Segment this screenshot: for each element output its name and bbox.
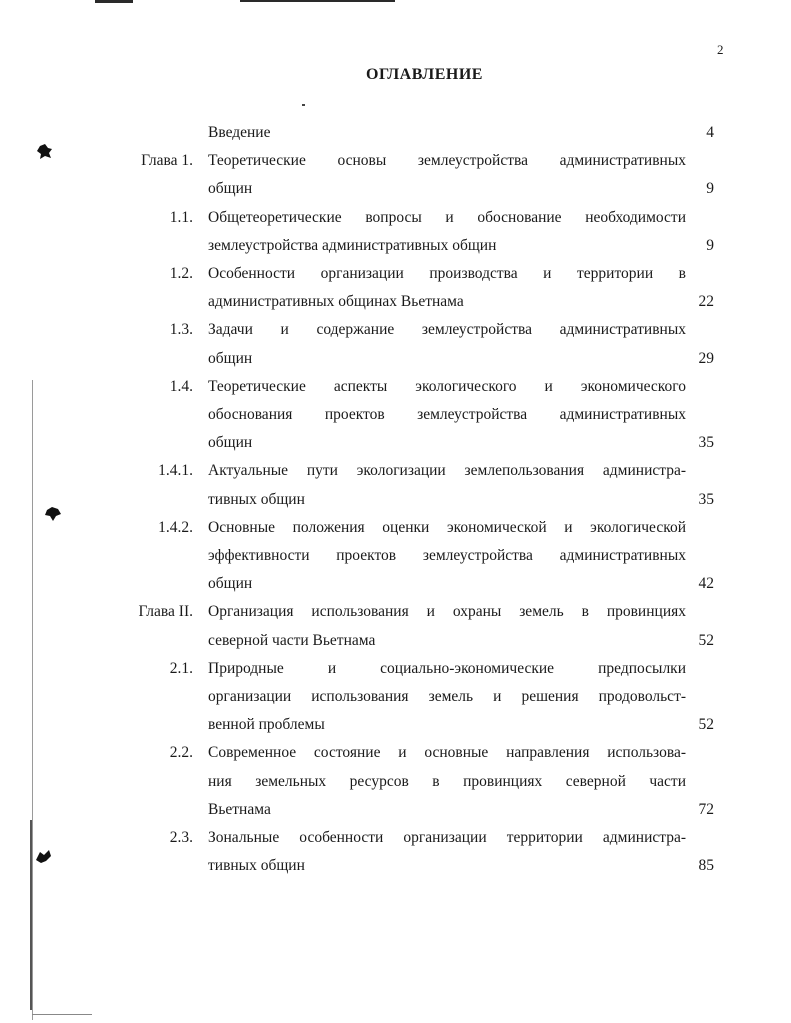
toc-entry-title-line: землеустройства административных общин (208, 236, 497, 254)
toc-entry-title-line: Актуальные пути экологизации землепользования администра- (208, 462, 686, 480)
toc-entry-page: 72 (698, 800, 714, 818)
toc-entry-number: 1.3. (169, 321, 193, 339)
scan-margin-line (32, 1014, 92, 1015)
toc-entry-page: 35 (698, 434, 714, 452)
toc-entry-title-line: северной части Вьетнама (208, 631, 376, 649)
toc-entry-title-line: Вьетнама (208, 800, 271, 818)
toc-entry-page: 42 (698, 575, 714, 593)
toc-entry-title-line: Общетеоретические вопросы и обоснование необходимости (208, 208, 686, 226)
toc-entry-page: 52 (698, 631, 714, 649)
toc-entry-title-line: обоснования проектов землеустройства административных (208, 405, 686, 423)
toc-entry-page: 52 (698, 716, 714, 734)
toc-entry-title-line: тивных общин (208, 490, 305, 508)
toc-entry-page: 85 (698, 857, 714, 875)
toc-entry-title-line: венной проблемы (208, 716, 325, 734)
toc-entry-title-line: Особенности организации производства и территории в (208, 265, 686, 282)
toc-entry-title-line: Зональные особенности организации территории администра- (208, 829, 686, 846)
toc-entry-number: 1.2. (169, 265, 193, 282)
toc-entry-page: 22 (698, 293, 714, 311)
toc-entry-page: 9 (706, 180, 714, 198)
toc-entry-number: 2.2. (169, 744, 193, 762)
toc-entry-title-line: ния земельных ресурсов в провинциях северной части (208, 772, 686, 790)
toc-entry-title-line: Задачи и содержание землеустройства административных (208, 321, 686, 339)
toc-entry-title-line: Теоретические аспекты экологического и экономического (208, 377, 686, 395)
page-title (0, 66, 791, 84)
toc-entry-number: 2.3. (169, 829, 193, 846)
toc-entry-title-line: общин (208, 349, 253, 367)
toc-entry-title-line: Введение (208, 124, 271, 141)
toc-entry-title-line: общин (208, 575, 253, 593)
toc-entry-number: 1.4.2. (158, 518, 193, 536)
toc-entry-title-line: тивных общин (208, 857, 305, 875)
toc-entry-page: 29 (698, 349, 714, 367)
toc-entry-page: 4 (706, 124, 714, 141)
scan-edge-mark (95, 0, 133, 3)
toc-entry-title-line: организации использования земель и решения продовольст- (208, 687, 686, 705)
page-number: 2 (717, 42, 724, 57)
toc-entry-title-line: общин (208, 434, 253, 452)
toc-entry-title-line: Современное состояние и основные направления использова- (208, 744, 686, 762)
toc-entry-title-line: общин (208, 180, 253, 198)
toc-entry-number: Глава 1. (141, 152, 193, 170)
toc-entry-page: 35 (698, 490, 714, 508)
ink-blot (34, 848, 52, 866)
toc-entry-number: 1.1. (169, 208, 193, 226)
page-title-text: ОГЛАВЛЕНИЕ (366, 66, 483, 83)
toc-entry-title-line: Природные и социально-экономические предпосылки (208, 659, 686, 677)
toc-entry-number: Глава II. (138, 603, 193, 621)
ink-blot (44, 505, 62, 523)
scan-speck (302, 104, 305, 106)
toc-entry-title-line: Основные положения оценки экономической и экологической (208, 518, 686, 536)
toc-entry-number: 2.1. (169, 659, 193, 677)
toc-entry-page: 9 (706, 236, 714, 254)
toc-entry-title-line: эффективности проектов землеустройства административных (208, 546, 686, 564)
toc-entry-number: 1.4.1. (158, 462, 193, 480)
toc-entry-title-line: административных общинах Вьетнама (208, 293, 464, 311)
scan-edge-mark (240, 0, 395, 2)
toc-entry-number: 1.4. (169, 377, 193, 395)
toc-entry-title-line: Организация использования и охраны земель в провинциях (208, 603, 686, 621)
toc-entry-title-line: Теоретические основы землеустройства административных (208, 152, 686, 170)
scan-margin-line (30, 820, 32, 1010)
ink-blot (36, 143, 54, 161)
scan-margin-line (32, 380, 33, 1020)
